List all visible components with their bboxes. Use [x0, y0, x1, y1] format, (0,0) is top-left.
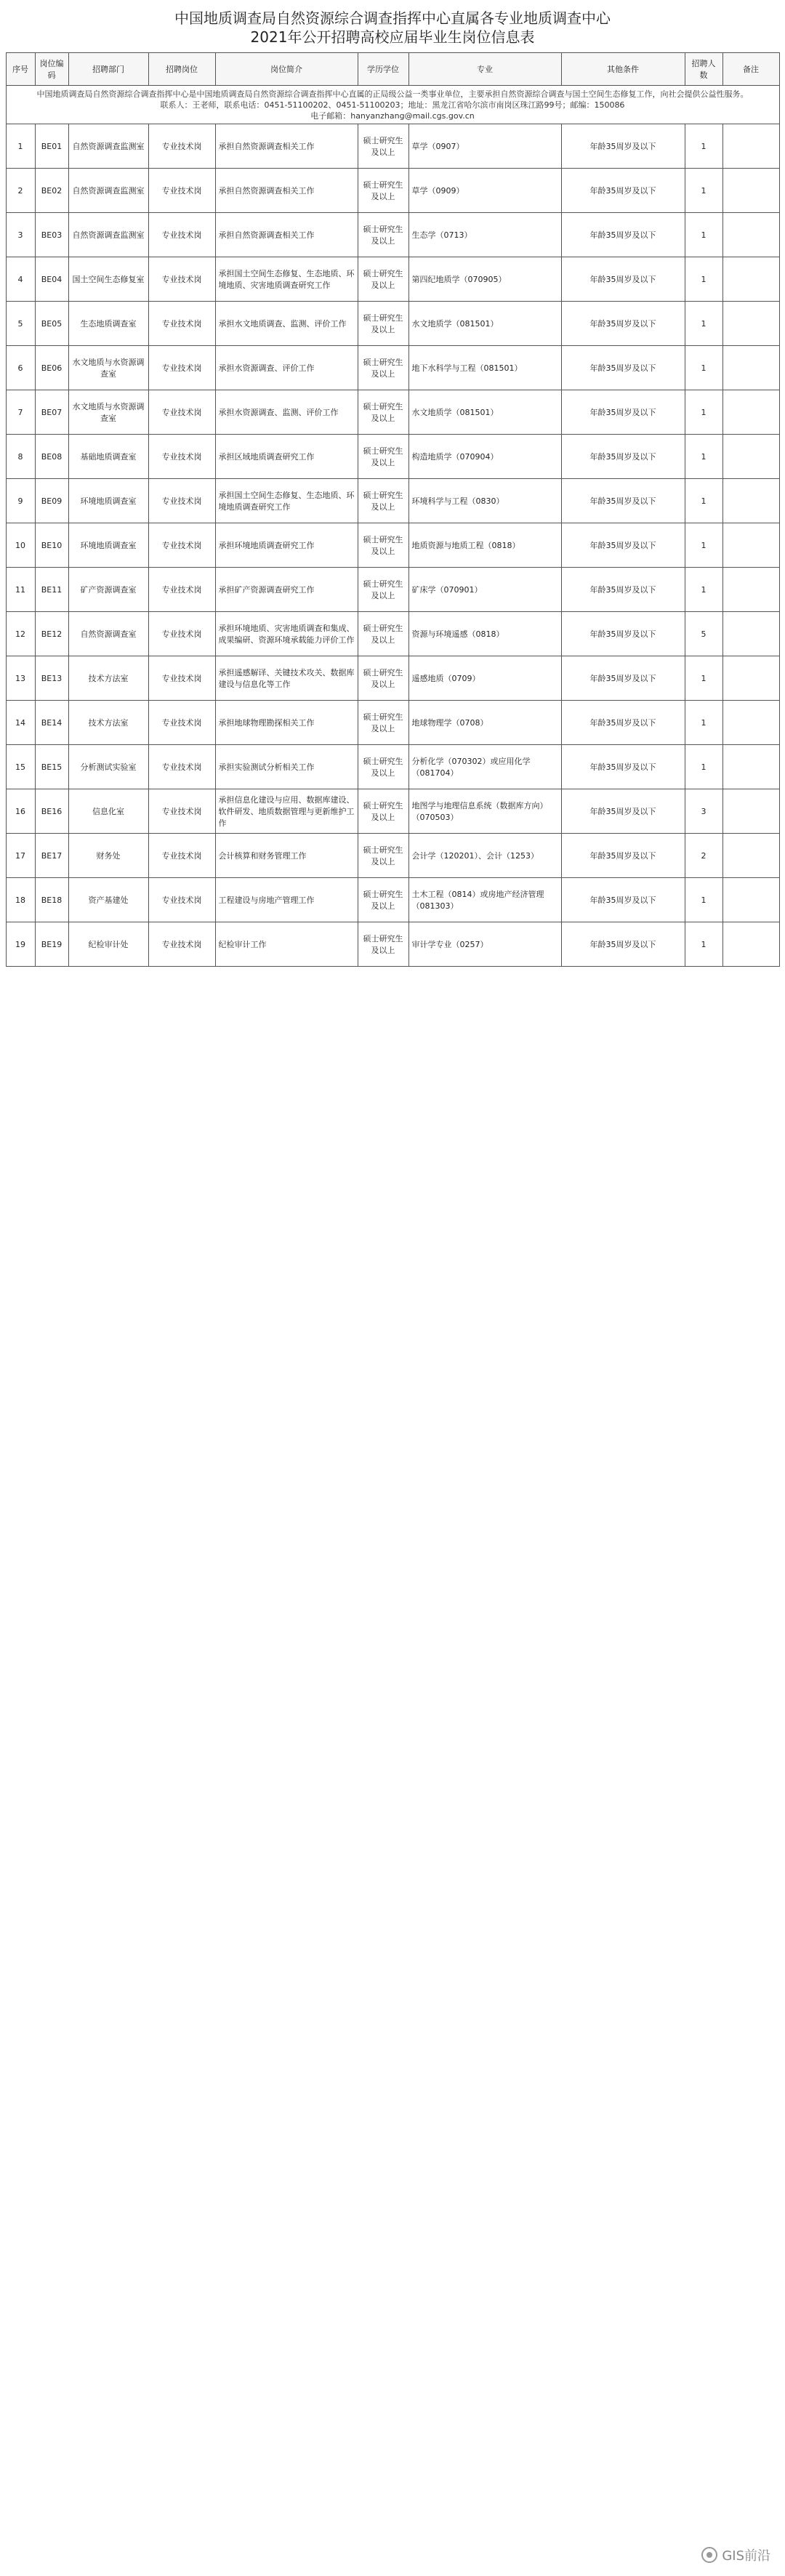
table-cell: 国土空间生态修复室 [68, 257, 148, 302]
table-cell: 1 [685, 656, 722, 701]
table-cell: 承担国土空间生态修复、生态地质、环境地质调查研究工作 [215, 479, 358, 523]
table-cell: 硕士研究生及以上 [358, 523, 408, 568]
table-cell: 承担水资源调查、监测、评价工作 [215, 390, 358, 435]
table-cell: 6 [6, 346, 35, 390]
table-cell: 年龄35周岁及以下 [561, 701, 685, 745]
table-row [6, 878, 779, 922]
table-cell: 承担信息化建设与应用、数据库建设、软件研发、地质数据管理与更新维护工作 [215, 789, 358, 834]
table-cell: 硕士研究生及以上 [358, 435, 408, 479]
table-cell: 3 [685, 789, 722, 834]
table-cell: 2 [6, 169, 35, 213]
table-row [6, 257, 779, 302]
table-cell: 专业技术岗 [148, 346, 215, 390]
table-cell: 技术方法室 [68, 701, 148, 745]
table-cell: 14 [6, 701, 35, 745]
table-cell: 水文地质与水资源调查室 [68, 346, 148, 390]
table-cell: 2 [685, 834, 722, 878]
table-cell: 1 [685, 213, 722, 257]
table-cell: 1 [685, 878, 722, 922]
table-cell: 19 [6, 922, 35, 967]
header-cell: 岗位编码 [35, 53, 68, 86]
table-cell: 年龄35周岁及以下 [561, 124, 685, 169]
table-cell [722, 878, 779, 922]
table-cell: 承担国土空间生态修复、生态地质、环境地质、灾害地质调查研究工作 [215, 257, 358, 302]
table-cell: 承担环境地质、灾害地质调查和集成、成果编研、资源环境承载能力评价工作 [215, 612, 358, 656]
table-cell: 年龄35周岁及以下 [561, 213, 685, 257]
watermark-logo-icon [701, 2547, 717, 2563]
table-cell: 1 [685, 745, 722, 789]
table-cell: 年龄35周岁及以下 [561, 568, 685, 612]
table-cell: 专业技术岗 [148, 568, 215, 612]
table-cell: 8 [6, 435, 35, 479]
table-cell: BE03 [35, 213, 68, 257]
table-row [6, 479, 779, 523]
table-cell: 专业技术岗 [148, 257, 215, 302]
table-cell: 环境科学与工程（0830） [408, 479, 561, 523]
table-cell: 生态学（0713） [408, 213, 561, 257]
table-cell: 专业技术岗 [148, 789, 215, 834]
table-cell: 年龄35周岁及以下 [561, 302, 685, 346]
unit-contact: 联系人：王老师，联系电话：0451-51100202、0451-51100203；地址：黑龙江省哈尔滨市南岗区珠江路99号；邮编：150086 [160, 100, 625, 110]
table-cell: 年龄35周岁及以下 [561, 789, 685, 834]
table-cell: 专业技术岗 [148, 612, 215, 656]
table-row [6, 612, 779, 656]
table-cell: BE05 [35, 302, 68, 346]
table-cell: 9 [6, 479, 35, 523]
table-cell: 年龄35周岁及以下 [561, 390, 685, 435]
table-cell: 纪检审计工作 [215, 922, 358, 967]
table-cell: 资产基建处 [68, 878, 148, 922]
header-cell: 招聘人数 [685, 53, 722, 86]
table-cell: 土木工程（0814）或房地产经济管理（081303） [408, 878, 561, 922]
table-row [6, 435, 779, 479]
table-cell: 硕士研究生及以上 [358, 834, 408, 878]
table-row [6, 169, 779, 213]
table-cell: 硕士研究生及以上 [358, 169, 408, 213]
table-cell: 专业技术岗 [148, 656, 215, 701]
table-cell: 专业技术岗 [148, 922, 215, 967]
table-cell: 年龄35周岁及以下 [561, 523, 685, 568]
table-cell: 专业技术岗 [148, 878, 215, 922]
table-cell: 第四纪地质学（070905） [408, 257, 561, 302]
table-cell: 专业技术岗 [148, 435, 215, 479]
table-cell: 硕士研究生及以上 [358, 656, 408, 701]
table-cell: BE18 [35, 878, 68, 922]
table-cell [722, 257, 779, 302]
table-cell: BE19 [35, 922, 68, 967]
table-row [6, 834, 779, 878]
table-cell: 硕士研究生及以上 [358, 257, 408, 302]
table-cell: 工程建设与房地产管理工作 [215, 878, 358, 922]
table-cell: 1 [685, 124, 722, 169]
table-cell: BE08 [35, 435, 68, 479]
table-cell: 环境地质调查室 [68, 523, 148, 568]
table-cell: 1 [685, 479, 722, 523]
table-cell: BE13 [35, 656, 68, 701]
table-cell: 分析测试实验室 [68, 745, 148, 789]
header-cell: 备注 [722, 53, 779, 86]
table-cell: BE14 [35, 701, 68, 745]
header-cell: 招聘岗位 [148, 53, 215, 86]
table-cell: 专业技术岗 [148, 834, 215, 878]
page-title: 中国地质调查局自然资源综合调查指挥中心直属各专业地质调查中心 [174, 9, 611, 27]
table-cell: 技术方法室 [68, 656, 148, 701]
table-cell: 遥感地质（0709） [408, 656, 561, 701]
table-cell: 财务处 [68, 834, 148, 878]
table-cell [722, 523, 779, 568]
table-cell: 地图学与地理信息系统（数据库方向）（070503） [408, 789, 561, 834]
table-cell [722, 701, 779, 745]
table-cell: 硕士研究生及以上 [358, 789, 408, 834]
table-cell: BE07 [35, 390, 68, 435]
header-cell: 专业 [408, 53, 561, 86]
table-cell: 年龄35周岁及以下 [561, 435, 685, 479]
table-row [6, 701, 779, 745]
table-cell: 1 [685, 922, 722, 967]
table-row [6, 213, 779, 257]
table-cell: BE06 [35, 346, 68, 390]
table-cell: 承担自然资源调查相关工作 [215, 124, 358, 169]
table-cell: 1 [685, 302, 722, 346]
unit-intro-cell [6, 86, 779, 124]
table-cell: 年龄35周岁及以下 [561, 612, 685, 656]
table-cell: 13 [6, 656, 35, 701]
header-cell: 其他条件 [561, 53, 685, 86]
table-cell: 承担区域地质调查研究工作 [215, 435, 358, 479]
table-cell: 矿床学（070901） [408, 568, 561, 612]
table-cell [722, 922, 779, 967]
table-cell [722, 568, 779, 612]
table-row [6, 523, 779, 568]
table-cell: 年龄35周岁及以下 [561, 922, 685, 967]
table-cell: 自然资源调查监测室 [68, 124, 148, 169]
header-cell: 招聘部门 [68, 53, 148, 86]
table-cell [722, 435, 779, 479]
table-cell: 专业技术岗 [148, 169, 215, 213]
table-cell [722, 390, 779, 435]
header-cell: 序号 [6, 53, 35, 86]
table-cell: 专业技术岗 [148, 701, 215, 745]
table-cell: 专业技术岗 [148, 302, 215, 346]
table-cell: 硕士研究生及以上 [358, 124, 408, 169]
table-cell: 信息化室 [68, 789, 148, 834]
table-cell: 硕士研究生及以上 [358, 701, 408, 745]
table-cell [722, 834, 779, 878]
table-cell: 3 [6, 213, 35, 257]
table-cell: 会计核算和财务管理工作 [215, 834, 358, 878]
table-cell: 年龄35周岁及以下 [561, 656, 685, 701]
watermark-text: GIS前沿 [722, 2548, 770, 2564]
table-cell: 18 [6, 878, 35, 922]
table-cell: BE10 [35, 523, 68, 568]
table-cell: 水文地质与水资源调查室 [68, 390, 148, 435]
table-cell: 17 [6, 834, 35, 878]
table-cell: 资源与环境遥感（0818） [408, 612, 561, 656]
table-cell: 承担矿产资源调查研究工作 [215, 568, 358, 612]
table-cell: 会计学（120201）、会计（1253） [408, 834, 561, 878]
table-cell: 年龄35周岁及以下 [561, 169, 685, 213]
table-cell: 硕士研究生及以上 [358, 878, 408, 922]
table-cell: 1 [6, 124, 35, 169]
table-cell: BE11 [35, 568, 68, 612]
table-body [6, 86, 779, 967]
table-cell: 1 [685, 346, 722, 390]
table-cell: 承担自然资源调查相关工作 [215, 213, 358, 257]
table-cell: 承担自然资源调查相关工作 [215, 169, 358, 213]
table-cell: 水文地质学（081501） [408, 302, 561, 346]
table-cell [722, 213, 779, 257]
table-cell: 承担水文地质调查、监测、评价工作 [215, 302, 358, 346]
table-row [6, 390, 779, 435]
table-cell: 15 [6, 745, 35, 789]
table-cell: 硕士研究生及以上 [358, 612, 408, 656]
table-cell: 环境地质调查室 [68, 479, 148, 523]
table-cell: BE15 [35, 745, 68, 789]
table-cell: 分析化学（070302）或应用化学（081704） [408, 745, 561, 789]
table-cell: 自然资源调查监测室 [68, 213, 148, 257]
table-cell: 基础地质调查室 [68, 435, 148, 479]
table-cell [722, 302, 779, 346]
positions-table [6, 52, 780, 967]
table-cell: 构造地质学（070904） [408, 435, 561, 479]
table-cell: BE02 [35, 169, 68, 213]
table-cell: 1 [685, 435, 722, 479]
table-cell: 承担水资源调查、评价工作 [215, 346, 358, 390]
table-cell: 10 [6, 523, 35, 568]
table-cell: 水文地质学（081501） [408, 390, 561, 435]
table-cell [722, 169, 779, 213]
table-cell: 1 [685, 257, 722, 302]
table-cell: 年龄35周岁及以下 [561, 257, 685, 302]
table-cell: 纪检审计处 [68, 922, 148, 967]
table-cell: 承担遥感解译、关键技术攻关、数据库建设与信息化等工作 [215, 656, 358, 701]
table-cell: BE04 [35, 257, 68, 302]
table-cell: BE01 [35, 124, 68, 169]
table-cell: BE09 [35, 479, 68, 523]
table-cell: 硕士研究生及以上 [358, 213, 408, 257]
table-cell: 硕士研究生及以上 [358, 302, 408, 346]
unit-intro-row [6, 86, 779, 124]
table-row [6, 568, 779, 612]
table-cell: 审计学专业（0257） [408, 922, 561, 967]
table-cell: 1 [685, 568, 722, 612]
table-cell: 矿产资源调查室 [68, 568, 148, 612]
table-cell: 地球物理学（0708） [408, 701, 561, 745]
table-cell [722, 745, 779, 789]
table-cell: 专业技术岗 [148, 523, 215, 568]
unit-intro: 中国地质调查局自然资源综合调查指挥中心是中国地质调查局自然资源综合调查指挥中心直属的正局级公益一类事业单位，主要承担自然资源综合调查与国土空间生态修复工作，向社会提供公益性服务。 [36, 89, 749, 99]
table-cell: 硕士研究生及以上 [358, 390, 408, 435]
table-cell: 硕士研究生及以上 [358, 922, 408, 967]
table-cell: 12 [6, 612, 35, 656]
table-cell: 硕士研究生及以上 [358, 745, 408, 789]
table-row [6, 922, 779, 967]
table-cell [722, 656, 779, 701]
table-cell: 地下水科学与工程（081501） [408, 346, 561, 390]
table-cell: 自然资源调查室 [68, 612, 148, 656]
table-header-row [6, 53, 779, 86]
header-cell: 岗位简介 [215, 53, 358, 86]
table-cell: 专业技术岗 [148, 390, 215, 435]
table-cell: 硕士研究生及以上 [358, 346, 408, 390]
unit-email: 电子邮箱：hanyanzhang@mail.cgs.gov.cn [310, 110, 475, 121]
table-cell [722, 479, 779, 523]
table-cell: 7 [6, 390, 35, 435]
table-cell: 自然资源调查监测室 [68, 169, 148, 213]
table-cell: 专业技术岗 [148, 745, 215, 789]
table-cell: 专业技术岗 [148, 213, 215, 257]
table-cell: 1 [685, 390, 722, 435]
table-cell: 专业技术岗 [148, 124, 215, 169]
table-cell: BE16 [35, 789, 68, 834]
table-cell: 5 [685, 612, 722, 656]
table-cell [722, 612, 779, 656]
table-cell: 承担实验测试分析相关工作 [215, 745, 358, 789]
table-row [6, 302, 779, 346]
page-subtitle: 2021年公开招聘高校应届毕业生岗位信息表 [250, 28, 535, 46]
table-cell [722, 346, 779, 390]
table-cell [722, 124, 779, 169]
table-row [6, 346, 779, 390]
watermark [701, 2545, 770, 2564]
table-cell: 草学（0909） [408, 169, 561, 213]
table-cell: 年龄35周岁及以下 [561, 745, 685, 789]
header-cell: 学历学位 [358, 53, 408, 86]
table-cell: 承担地球物理勘探相关工作 [215, 701, 358, 745]
table-cell [722, 789, 779, 834]
table-cell: 草学（0907） [408, 124, 561, 169]
table-row [6, 745, 779, 789]
table-cell: 1 [685, 169, 722, 213]
table-cell: 年龄35周岁及以下 [561, 346, 685, 390]
table-cell: 11 [6, 568, 35, 612]
table-cell: 1 [685, 523, 722, 568]
table-cell: 16 [6, 789, 35, 834]
table-cell: 年龄35周岁及以下 [561, 479, 685, 523]
table-row [6, 656, 779, 701]
table-cell: 专业技术岗 [148, 479, 215, 523]
table-cell: 5 [6, 302, 35, 346]
table-cell: 硕士研究生及以上 [358, 568, 408, 612]
table-cell: 硕士研究生及以上 [358, 479, 408, 523]
table-cell: 生态地质调查室 [68, 302, 148, 346]
table-row [6, 789, 779, 834]
table-cell: 承担环境地质调查研究工作 [215, 523, 358, 568]
table-cell: 地质资源与地质工程（0818） [408, 523, 561, 568]
table-cell: BE12 [35, 612, 68, 656]
table-cell: 年龄35周岁及以下 [561, 878, 685, 922]
table-row [6, 124, 779, 169]
table-cell: 年龄35周岁及以下 [561, 834, 685, 878]
table-cell: 4 [6, 257, 35, 302]
table-cell: BE17 [35, 834, 68, 878]
table-cell: 1 [685, 701, 722, 745]
